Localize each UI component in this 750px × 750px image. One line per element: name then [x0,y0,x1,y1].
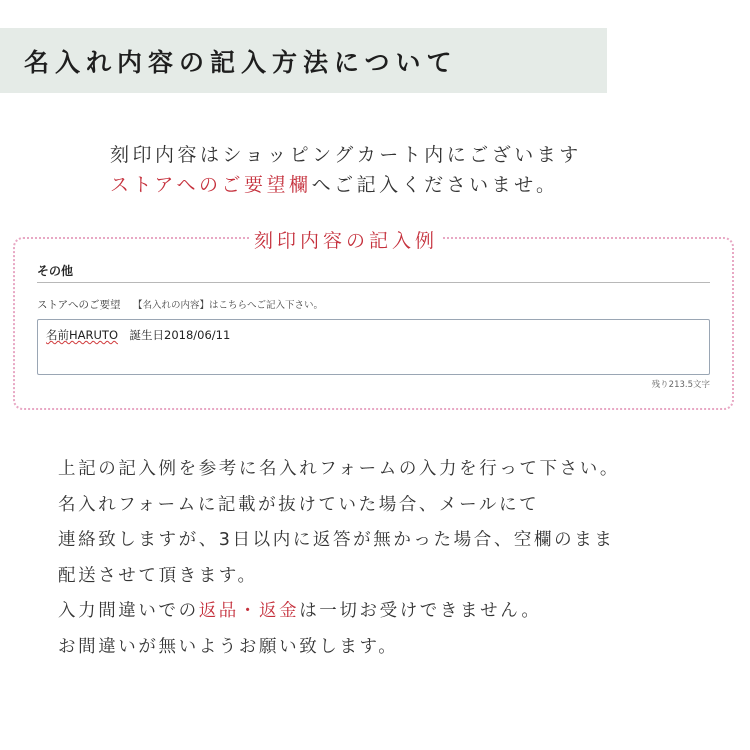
intro-line-2 [110,170,582,200]
store-request-hint: 【名入れの内容】はこちらへご記入下さい。 [133,300,324,311]
textarea-birthday-value: 誕生日2018/06/11 [118,328,231,342]
textarea-name-value: 名前HARUTO [46,328,118,342]
form-divider [37,282,710,283]
instructions-line-4: 配送させて頂きます。 [58,565,258,586]
instructions-line-1: 上記の記入例を参考に名入れフォームの入力を行って下さい。 [58,459,620,479]
instructions-line-3: 連絡致しますが、3日以内に返答が無かった場合、空欄のまま [58,530,615,550]
intro-line-2-rest: へご記入くださいませ。 [311,174,559,196]
store-request-field-highlight: ストアへのご要望欄 [110,174,312,196]
instructions-line-5-after: は一切お受けできません。 [299,601,542,621]
returns-refunds-highlight: 返品・返金 [198,601,300,621]
instructions-text [58,452,620,665]
example-label: 刻印内容の記入例 [250,226,442,253]
char-count: 残り213.5文字 [651,380,710,390]
intro-text [110,140,582,200]
store-request-textarea[interactable] [37,319,710,375]
instructions-line-5-before: 入力間違いでの [58,601,199,621]
intro-line-1: 刻印内容はショッピングカート内にございます [110,144,582,166]
instructions-line-2: 名入れフォームに記載が抜けていた場合、メールにて [58,494,540,515]
form-section-title: その他 [37,264,74,278]
instructions-line-6: お間違いが無いようお願い致します。 [58,636,399,657]
store-request-label: ストアへのご要望 [37,299,121,311]
title-band [0,28,607,93]
page-title: 名入れ内容の記入方法について [24,47,458,77]
instructions-line-5 [58,594,620,630]
